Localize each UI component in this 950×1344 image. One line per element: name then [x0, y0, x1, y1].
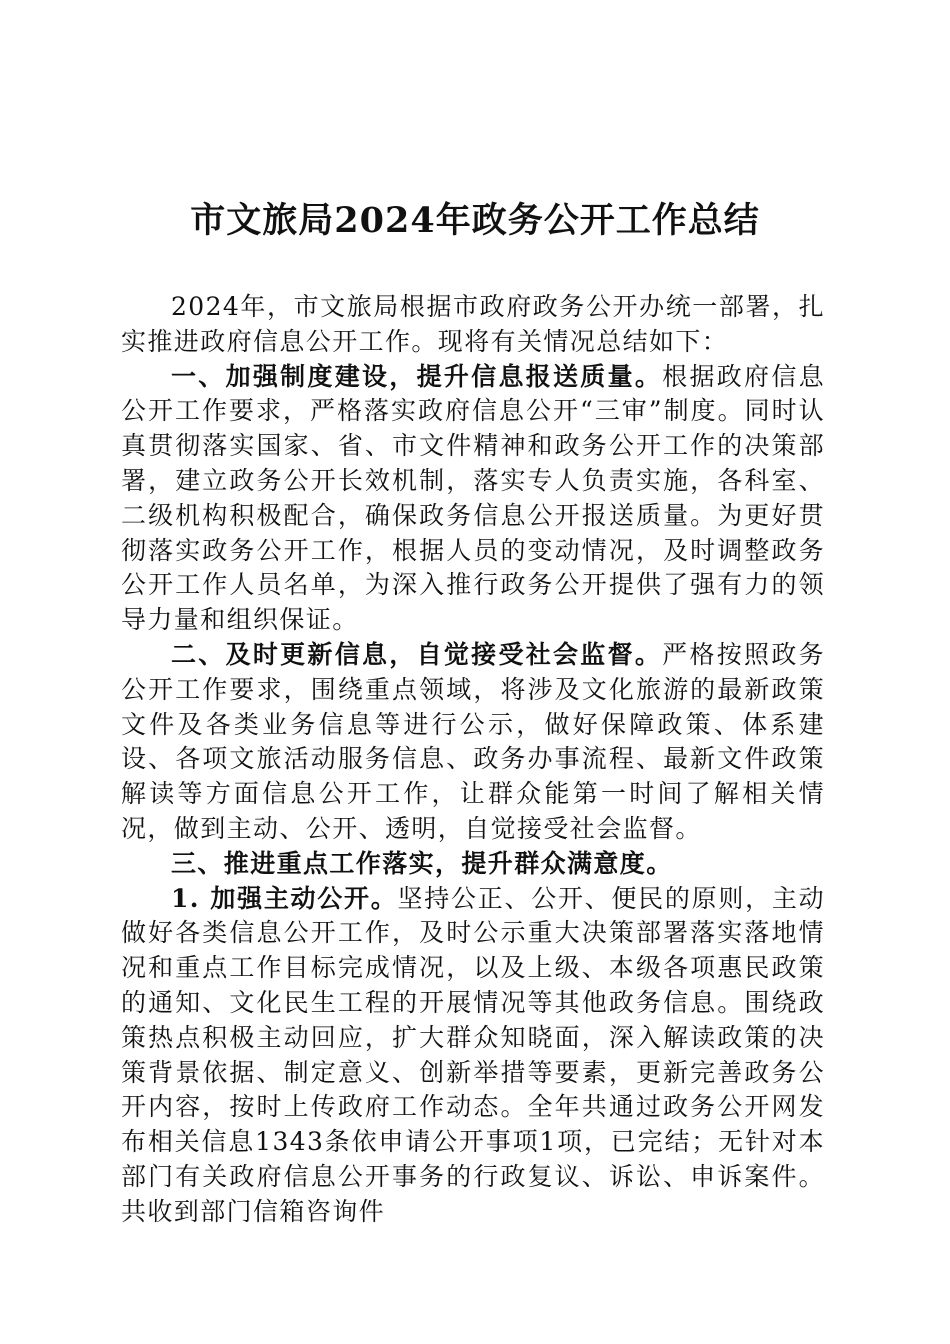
section-heading: 二、及时更新信息，自觉接受社会监督。 — [171, 639, 663, 669]
section-heading: 三、推进重点工作落实，提升群众满意度。 — [171, 848, 673, 878]
paragraph-section-3 — [121, 847, 825, 882]
paragraph-subsection-1 — [121, 882, 825, 1230]
paragraph-text: 严格按照政务公开工作要求，围绕重点领域，将涉及文化旅游的最新政策文件及各类业务信息等进行公示，做好保障政策、体系建设、各项文旅活动服务信息、政务办事流程、最新文件政策解读等方面信息公开工作，让群众能第一时间了解相关情况，做到主动、公开、透明，自觉接受社会监督。 — [121, 639, 826, 843]
paragraph-section-1 — [121, 360, 825, 638]
paragraph-text: 坚持公正、公开、便民的原则，主动做好各类信息公开工作，及时公示重大决策部署落实落地情况和重点工作目标完成情况，以及上级、本级各项惠民政策的通知、文化民生工程的开展情况等其他政务信息。围绕政策热点积极主动回应，扩大群众知晓面，深入解读政策的决策背景依据、制定意义、创新举措等要素，更新完善政务公开内容，按时上传政府工作动态。全年共通过政务公开网发布相关信息1343条依申请公开事项1项，已完结；无针对本部门有关政府信息公开事务的行政复议、诉讼、申诉案件。共收到部门信箱咨询件 — [121, 883, 825, 1226]
document-title: 市文旅局2024年政务公开工作总结 — [190, 200, 760, 241]
subsection-heading: 1. 加强主动公开。 — [171, 883, 398, 913]
paragraph-text: 2024年，市文旅局根据市政府政务公开办统一部署，扎实推进政府信息公开工作。现将有关情况总结如下： — [121, 292, 825, 356]
document-body — [121, 290, 825, 1230]
section-heading: 一、加强制度建设，提升信息报送质量。 — [171, 361, 663, 391]
paragraph-section-2 — [121, 638, 825, 847]
paragraph-intro — [121, 290, 825, 360]
paragraph-text: 根据政府信息公开工作要求，严格落实政府信息公开“三审”制度。同时认真贯彻落实国家、省、市文件精神和政务公开工作的决策部署，建立政务公开长效机制，落实专人负责实施，各科室、二级机构积极配合，确保政务信息公开报送质量。为更好贯彻落实政务公开工作，根据人员的变动情况，及时调整政务公开工作人员名单，为深入推行政务公开提供了强有力的领导力量和组织保证。 — [121, 361, 826, 635]
